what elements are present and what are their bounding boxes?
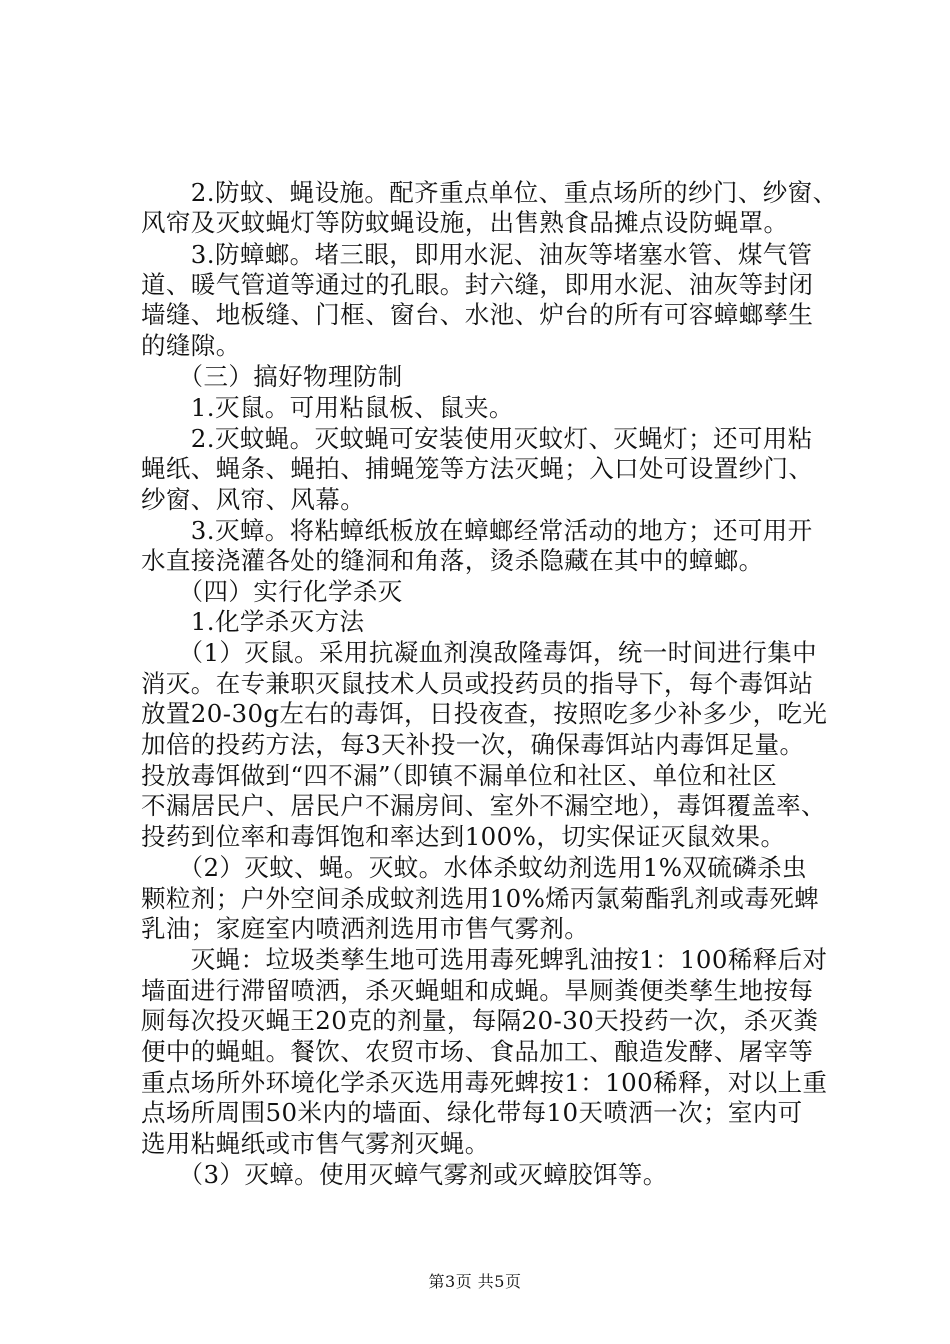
text-line: 1.灭鼠。可用粘鼠板、鼠夹。 (141, 393, 514, 422)
text-line: 便中的蝇蛆。餐饮、农贸市场、食品加工、酿造发酵、屠宰等 (141, 1037, 814, 1066)
text-line: 乳油；家庭室内喷洒剂选用市售气雾剂。 (141, 914, 590, 943)
text-line: 蝇纸、蝇条、蝇拍、捕蝇笼等方法灭蝇；入口处可设置纱门、 (141, 454, 814, 483)
text-line: 的缝隙。 (141, 331, 241, 360)
text-line: 纱窗、风帘、风幕。 (141, 485, 366, 514)
text-line: （2）灭蚊、蝇。灭蚊。水体杀蚊幼剂选用1%双硫磷杀虫 (141, 853, 807, 882)
text-line: 水直接浇灌各处的缝洞和角落，烫杀隐藏在其中的蟑螂。 (141, 546, 764, 575)
text-line: 2.灭蚊蝇。灭蚊蝇可安装使用灭蚊灯、灭蝇灯；还可用粘 (141, 424, 813, 453)
page-number-footer: 第3页 共5页 (428, 1272, 522, 1291)
text-line: 风帘及灭蚊蝇灯等防蚊蝇设施，出售熟食品摊点设防蝇罩。 (141, 208, 789, 237)
text-line: （1）灭鼠。采用抗凝血剂溴敌隆毒饵，统一时间进行集中 (141, 638, 818, 667)
text-line: 道、暖气管道等通过的孔眼。封六缝，即用水泥、油灰等封闭 (141, 270, 814, 299)
text-line: 加倍的投药方法，每3天补投一次，确保毒饵站内毒饵足量。 (141, 730, 805, 759)
subsection-heading: 1.化学杀灭方法 (141, 607, 365, 636)
text-line: 不漏居民户、居民户不漏房间、室外不漏空地），毒饵覆盖率、 (141, 791, 826, 820)
text-line: 消灭。在专兼职灭鼠技术人员或投药员的指导下，每个毒饵站 (141, 669, 814, 698)
text-line: 投药到位率和毒饵饱和率达到100%，切实保证灭鼠效果。 (141, 822, 786, 851)
text-line: 3.灭蟑。将粘蟑纸板放在蟑螂经常活动的地方；还可用开 (141, 516, 813, 545)
text-line: 厕每次投灭蝇王20克的剂量，每隔20-30天投药一次，杀灭粪 (141, 1006, 819, 1035)
text-line: 2.防蚊、蝇设施。配齐重点单位、重点场所的纱门、纱窗、 (141, 178, 838, 207)
text-line: （3）灭蟑。使用灭蟑气雾剂或灭蟑胶饵等。 (141, 1160, 668, 1189)
text-line: 3.防蟑螂。堵三眼，即用水泥、油灰等堵塞水管、煤气管 (141, 240, 813, 269)
text-line: 投放毒饵做到“四不漏”（即镇不漏单位和社区、单位和社区 (141, 761, 778, 790)
text-line: 墙面进行滞留喷洒，杀灭蝇蛆和成蝇。旱厕粪便类孳生地按每 (141, 976, 814, 1005)
text-line: 重点场所外环境化学杀灭选用毒死蜱按1：100稀释，对以上重 (141, 1068, 828, 1097)
section-heading: （四）实行化学杀灭 (141, 577, 403, 606)
text-line: 墙缝、地板缝、门框、窗台、水池、炉台的所有可容蟑螂孳生 (141, 300, 814, 329)
text-line: 灭蝇：垃圾类孳生地可选用毒死蜱乳油按1：100稀释后对 (141, 945, 828, 974)
text-line: 点场所周围50米内的墙面、绿化带每10天喷洒一次；室内可 (141, 1098, 803, 1127)
text-line: 颗粒剂；户外空间杀成蚊剂选用10%烯丙氯菊酯乳剂或毒死蜱 (141, 884, 820, 913)
section-heading: （三）搞好物理防制 (141, 362, 403, 391)
text-line: 放置20-30g左右的毒饵，日投夜查，按照吃多少补多少，吃光 (141, 699, 828, 728)
text-line: 选用粘蝇纸或市售气雾剂灭蝇。 (141, 1129, 490, 1158)
